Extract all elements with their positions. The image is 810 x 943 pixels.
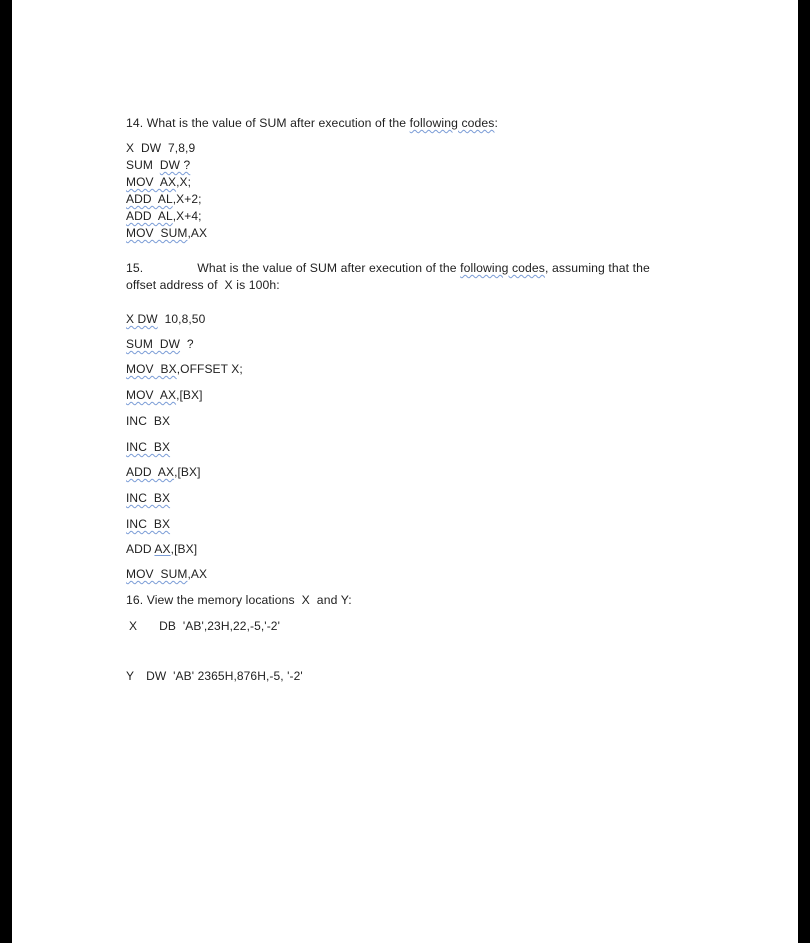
q15-question-suffix: , assuming that the xyxy=(545,261,650,275)
q14-question xyxy=(126,116,498,130)
q14-question-text: 14. What is the value of SUM after execution of the xyxy=(126,116,410,130)
code-underlined-text: MOV BX xyxy=(126,362,177,376)
q15-question xyxy=(126,261,650,275)
q16-y-label: Y xyxy=(126,669,135,683)
code-text: ,[BX] xyxy=(176,388,203,402)
q15-question-line-2: offset address of X is 100h: xyxy=(126,278,280,292)
code-text: ,AX xyxy=(187,567,208,581)
code-underlined-text: ADD AX xyxy=(126,465,175,479)
code-text: 10,8,50 xyxy=(157,312,206,326)
q15-code-line-2 xyxy=(126,337,194,351)
code-text: ,OFFSET X; xyxy=(176,362,243,376)
code-text: SUM xyxy=(126,158,160,172)
q15-question-text: What is the value of SUM after execution of the xyxy=(197,261,461,275)
q14-code-line-3 xyxy=(126,175,191,189)
q14-code-line-4 xyxy=(126,192,202,206)
code-text: ADD xyxy=(126,542,155,556)
q14-code-line-5 xyxy=(126,209,202,223)
q15-code-line-9 xyxy=(126,517,170,531)
code-text: INC BX xyxy=(126,414,171,428)
code-text: X DW 7,8,9 xyxy=(126,141,196,155)
q15-code-line-4 xyxy=(126,388,203,402)
q16-y-definition xyxy=(126,669,303,683)
code-underlined-text: MOV SUM xyxy=(126,226,188,240)
q16-question: 16. View the memory locations X and Y: xyxy=(126,593,352,607)
q16-x-definition xyxy=(129,619,280,633)
q16-y-def: DW 'AB' 2365H,876H,-5, '-2' xyxy=(146,669,303,683)
q15-code-line-6 xyxy=(126,440,170,454)
code-text: ? xyxy=(180,337,194,351)
code-text: ,AX xyxy=(187,226,208,240)
code-text: ,X; xyxy=(176,175,192,189)
q14-code-line-1 xyxy=(126,141,195,155)
q15-number: 15. xyxy=(126,261,144,275)
code-underlined-text: MOV AX xyxy=(126,388,177,402)
q15-code-line-7 xyxy=(126,465,201,479)
code-underlined-text: X DW xyxy=(126,312,158,326)
q14-code-line-2 xyxy=(126,158,190,172)
code-text: ,X+2; xyxy=(172,192,202,206)
q14-question-suffix: : xyxy=(494,116,498,130)
code-underlined-text: AX xyxy=(154,542,171,556)
q15-code-line-11 xyxy=(126,567,207,581)
code-underlined-text: SUM DW xyxy=(126,337,181,351)
code-underlined-text: DW ? xyxy=(159,158,191,172)
q15-question-link-text: following codes xyxy=(460,261,545,275)
q16-x-label: X xyxy=(129,619,138,633)
code-text: ,X+4; xyxy=(172,209,202,223)
code-underlined-text: INC BX xyxy=(126,491,171,505)
q15-code-line-10 xyxy=(126,542,197,556)
document-page xyxy=(12,0,798,943)
q14-code-line-6 xyxy=(126,226,207,240)
code-underlined-text: ADD AL xyxy=(126,209,173,223)
q15-code-line-8 xyxy=(126,491,170,505)
q15-code-line-5 xyxy=(126,414,170,428)
q15-code-line-3 xyxy=(126,362,243,376)
q15-code-line-1 xyxy=(126,312,205,326)
q14-question-link-text: following codes xyxy=(409,116,495,130)
code-underlined-text: INC BX xyxy=(126,440,171,454)
code-underlined-text: INC BX xyxy=(126,517,171,531)
code-underlined-text: MOV AX xyxy=(126,175,177,189)
code-underlined-text: ADD AL xyxy=(126,192,173,206)
q16-x-def: DB 'AB',23H,22,-5,'-2' xyxy=(159,619,280,633)
code-text: ,[BX] xyxy=(170,542,198,556)
code-text: ,[BX] xyxy=(174,465,201,479)
code-underlined-text: MOV SUM xyxy=(126,567,188,581)
document-body xyxy=(12,0,798,943)
